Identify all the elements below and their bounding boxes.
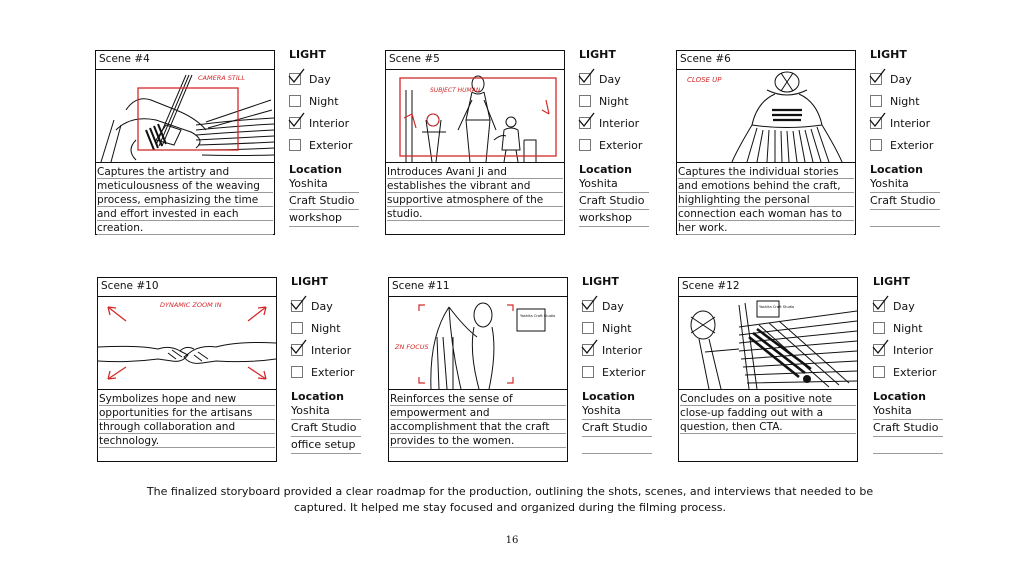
weaving-hands-sketch bbox=[96, 70, 274, 162]
check-icon bbox=[289, 295, 307, 311]
option-night[interactable] bbox=[582, 317, 662, 339]
checkbox[interactable] bbox=[870, 139, 882, 151]
option-label: Day bbox=[890, 72, 912, 86]
scene-5-panel bbox=[385, 50, 565, 235]
checkbox[interactable] bbox=[291, 322, 303, 334]
location-heading: Location bbox=[289, 163, 342, 176]
annotation-text: ZN FOCUS bbox=[395, 343, 429, 351]
check-icon bbox=[577, 112, 595, 128]
location-line bbox=[582, 437, 652, 454]
location-line: Craft Studio bbox=[582, 420, 652, 437]
light-heading: LIGHT bbox=[579, 48, 616, 61]
storyboard-caption: The finalized storyboard provided a clear roadmap for the production, outlining the shots, scenes, and interviews that needed to be captured. It helped me stay focused and organized during the filming process. bbox=[146, 485, 874, 514]
check-icon bbox=[580, 295, 598, 311]
checkbox[interactable] bbox=[289, 73, 301, 85]
scene-title: Scene #5 bbox=[385, 50, 565, 70]
option-label: Interior bbox=[890, 116, 931, 130]
option-interior[interactable] bbox=[873, 339, 953, 361]
check-icon bbox=[287, 68, 305, 84]
description-box bbox=[388, 389, 568, 462]
option-label: Day bbox=[311, 299, 333, 313]
option-label: Exterior bbox=[311, 365, 355, 379]
option-day[interactable] bbox=[873, 295, 953, 317]
check-icon bbox=[868, 112, 886, 128]
checkbox[interactable] bbox=[289, 117, 301, 129]
light-heading: LIGHT bbox=[873, 275, 910, 288]
location-line: Yoshita bbox=[582, 403, 652, 420]
option-label: Interior bbox=[602, 343, 643, 357]
check-icon bbox=[871, 295, 889, 311]
scene-description: Concludes on a positive note close-up fadding out with a question, then CTA. bbox=[680, 392, 856, 434]
location-line bbox=[873, 437, 943, 454]
checkbox[interactable] bbox=[291, 366, 303, 378]
option-night[interactable] bbox=[870, 90, 950, 112]
check-icon bbox=[289, 339, 307, 355]
scene-description: Captures the artistry and meticulousness of the weaving process, emphasizing the time and effort invested in each creation. bbox=[97, 165, 273, 235]
checkbox[interactable] bbox=[870, 95, 882, 107]
scene-6-panel bbox=[676, 50, 856, 235]
scene-10-panel bbox=[97, 277, 277, 462]
option-label: Day bbox=[893, 299, 915, 313]
checkbox[interactable] bbox=[873, 300, 885, 312]
location-heading: Location bbox=[870, 163, 923, 176]
location-heading: Location bbox=[291, 390, 344, 403]
option-label: Exterior bbox=[599, 138, 643, 152]
location-heading: Location bbox=[873, 390, 926, 403]
page-number: 16 bbox=[505, 535, 519, 546]
option-label: Day bbox=[602, 299, 624, 313]
sign-text: Yoshita Craft Studio bbox=[759, 305, 795, 309]
studio-people-sketch bbox=[386, 70, 564, 162]
scene-12-meta bbox=[873, 275, 953, 454]
checkbox[interactable] bbox=[870, 117, 882, 129]
option-night[interactable] bbox=[291, 317, 371, 339]
woman-closeup-sketch bbox=[677, 70, 855, 162]
location-line: workshop bbox=[289, 210, 359, 227]
check-icon bbox=[868, 68, 886, 84]
option-label: Interior bbox=[309, 116, 350, 130]
option-label: Day bbox=[309, 72, 331, 86]
option-label: Exterior bbox=[309, 138, 353, 152]
scene-4-panel bbox=[95, 50, 275, 235]
checkbox[interactable] bbox=[579, 73, 591, 85]
description-box bbox=[97, 389, 277, 462]
check-icon bbox=[287, 112, 305, 128]
checkbox[interactable] bbox=[289, 139, 301, 151]
option-exterior[interactable] bbox=[582, 361, 662, 383]
option-interior[interactable] bbox=[291, 339, 371, 361]
location-line: Craft Studio bbox=[870, 193, 940, 210]
location-line bbox=[870, 210, 940, 227]
location-line: Yoshita bbox=[291, 403, 361, 420]
scene-description: Introduces Avani Ji and establishes the vibrant and supportive atmosphere of the studio. bbox=[387, 165, 563, 221]
scene-4-meta bbox=[289, 48, 369, 227]
check-icon bbox=[580, 339, 598, 355]
scene-11-panel bbox=[388, 277, 568, 462]
location-line: Craft Studio bbox=[289, 193, 359, 210]
checkbox[interactable] bbox=[582, 366, 594, 378]
scene-6-meta bbox=[870, 48, 950, 227]
location-line: Yoshita bbox=[289, 176, 359, 193]
scene-10-meta bbox=[291, 275, 371, 454]
location-line: Yoshita bbox=[873, 403, 943, 420]
light-heading: LIGHT bbox=[582, 275, 619, 288]
option-interior[interactable] bbox=[870, 112, 950, 134]
sign-text: Yoshita Craft Studio bbox=[520, 314, 556, 318]
option-night[interactable] bbox=[579, 90, 659, 112]
annotation-text: CLOSE UP bbox=[687, 76, 722, 84]
checkbox[interactable] bbox=[579, 95, 591, 107]
woman-focus-sketch bbox=[389, 297, 567, 389]
option-label: Interior bbox=[599, 116, 640, 130]
option-exterior[interactable] bbox=[291, 361, 371, 383]
option-label: Night bbox=[602, 321, 632, 335]
scene-title: Scene #10 bbox=[97, 277, 277, 297]
location-line: Craft Studio bbox=[291, 420, 361, 437]
description-box bbox=[678, 389, 858, 462]
scene-title: Scene #12 bbox=[678, 277, 858, 297]
option-label: Night bbox=[890, 94, 920, 108]
checkbox[interactable] bbox=[579, 117, 591, 129]
option-interior[interactable] bbox=[579, 112, 659, 134]
checkbox[interactable] bbox=[289, 95, 301, 107]
option-night[interactable] bbox=[289, 90, 369, 112]
checkbox[interactable] bbox=[873, 366, 885, 378]
option-day[interactable] bbox=[582, 295, 662, 317]
option-day[interactable] bbox=[579, 68, 659, 90]
annotation-text: DYNAMIC ZOOM IN bbox=[160, 301, 222, 309]
scene-description: Reinforces the sense of empowerment and accomplishment that the craft provides to the women. bbox=[390, 392, 566, 448]
option-exterior[interactable] bbox=[873, 361, 953, 383]
option-label: Night bbox=[599, 94, 629, 108]
option-exterior[interactable] bbox=[289, 134, 369, 156]
description-box bbox=[385, 162, 565, 235]
option-label: Night bbox=[893, 321, 923, 335]
checkbox[interactable] bbox=[873, 322, 885, 334]
check-icon bbox=[577, 68, 595, 84]
location-line: Craft Studio bbox=[579, 193, 649, 210]
checkbox[interactable] bbox=[870, 73, 882, 85]
check-icon bbox=[871, 339, 889, 355]
location-line: Yoshita bbox=[870, 176, 940, 193]
option-interior[interactable] bbox=[289, 112, 369, 134]
checkbox[interactable] bbox=[582, 344, 594, 356]
scene-title: Scene #4 bbox=[95, 50, 275, 70]
scene-12-panel bbox=[678, 277, 858, 462]
checkbox[interactable] bbox=[582, 322, 594, 334]
option-label: Exterior bbox=[602, 365, 646, 379]
light-heading: LIGHT bbox=[870, 48, 907, 61]
location-line: Yoshita bbox=[579, 176, 649, 193]
location-heading: Location bbox=[582, 390, 635, 403]
option-exterior[interactable] bbox=[870, 134, 950, 156]
checkbox[interactable] bbox=[291, 344, 303, 356]
option-label: Night bbox=[311, 321, 341, 335]
checkbox[interactable] bbox=[291, 300, 303, 312]
light-heading: LIGHT bbox=[289, 48, 326, 61]
option-exterior[interactable] bbox=[579, 134, 659, 156]
option-label: Exterior bbox=[893, 365, 937, 379]
scene-title: Scene #11 bbox=[388, 277, 568, 297]
option-label: Night bbox=[309, 94, 339, 108]
handshake-sketch bbox=[98, 297, 276, 389]
scene-description: Captures the individual stories and emotions behind the craft, highlighting the personal connection each woman has to her work. bbox=[678, 165, 854, 235]
location-line: Craft Studio bbox=[873, 420, 943, 437]
light-heading: LIGHT bbox=[291, 275, 328, 288]
description-box bbox=[95, 162, 275, 235]
checkbox[interactable] bbox=[873, 344, 885, 356]
option-day[interactable] bbox=[870, 68, 950, 90]
location-heading: Location bbox=[579, 163, 632, 176]
option-label: Day bbox=[599, 72, 621, 86]
scene-11-meta bbox=[582, 275, 662, 454]
annotation-text: CAMERA STILL bbox=[198, 74, 245, 82]
option-night[interactable] bbox=[873, 317, 953, 339]
description-box bbox=[676, 162, 856, 235]
option-day[interactable] bbox=[289, 68, 369, 90]
location-line: office setup bbox=[291, 437, 361, 454]
scene-description: Symbolizes hope and new opportunities for the artisans through collaboration and technology. bbox=[99, 392, 275, 448]
option-label: Exterior bbox=[890, 138, 934, 152]
option-day[interactable] bbox=[291, 295, 371, 317]
scene-title: Scene #6 bbox=[676, 50, 856, 70]
loom-closeup-sketch bbox=[679, 297, 857, 389]
location-line: workshop bbox=[579, 210, 649, 227]
option-label: Interior bbox=[893, 343, 934, 357]
scene-5-meta bbox=[579, 48, 659, 227]
checkbox[interactable] bbox=[579, 139, 591, 151]
checkbox[interactable] bbox=[582, 300, 594, 312]
annotation-text: SUBJECT HUMAN bbox=[430, 87, 481, 94]
option-interior[interactable] bbox=[582, 339, 662, 361]
option-label: Interior bbox=[311, 343, 352, 357]
